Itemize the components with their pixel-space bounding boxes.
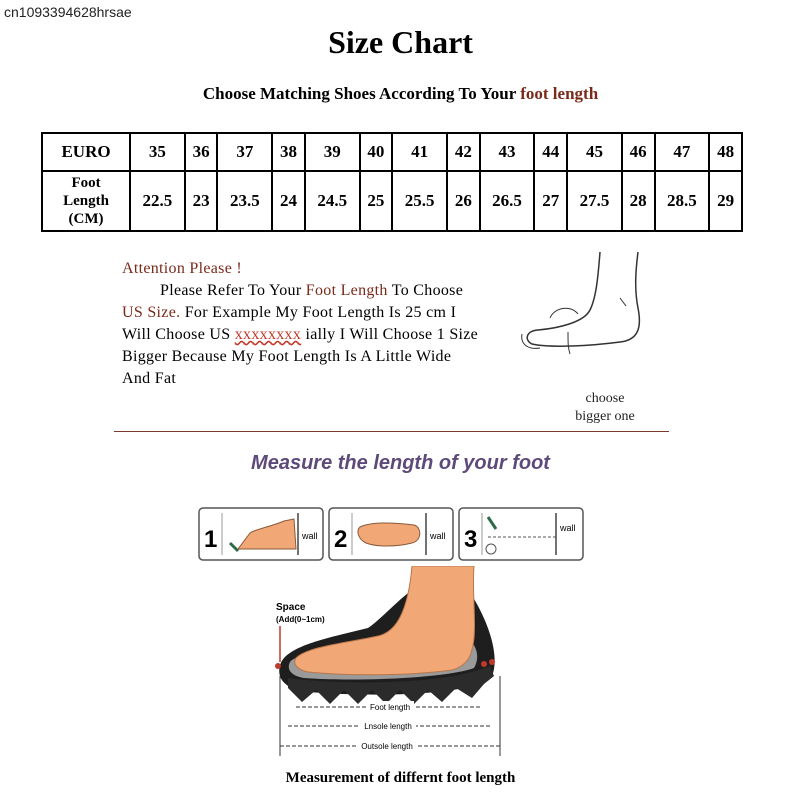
- foot-length-cell: 25.5: [392, 171, 447, 231]
- euro-size-cell: 38: [272, 133, 305, 171]
- attention-redacted: xxxxxxxx: [234, 326, 302, 343]
- foot-length-cell: 22.5: [130, 171, 185, 231]
- attention-line-part: For Example My Foot Length Is 25 cm I: [180, 304, 457, 321]
- step-1-number: 1: [204, 526, 218, 553]
- foot-length-cell: 25: [360, 171, 393, 231]
- euro-size-cell: 35: [130, 133, 185, 171]
- foot-sketch-icon: [520, 248, 650, 368]
- attention-line-part: To Choose: [387, 282, 464, 299]
- attention-us-size: US Size.: [122, 304, 181, 321]
- cm-header-line3: (CM): [68, 211, 104, 227]
- cm-row: [42, 171, 742, 231]
- step-2-wall-label: wall: [430, 531, 446, 541]
- euro-size-cell: 46: [622, 133, 655, 171]
- attention-line-part: Please Refer To Your: [160, 282, 306, 299]
- euro-size-cell: 44: [534, 133, 567, 171]
- foot-length-cell: 23: [185, 171, 218, 231]
- euro-header: EURO: [42, 133, 130, 171]
- foot-length-arrow: [296, 701, 480, 713]
- foot-length-cell: 28: [622, 171, 655, 231]
- insole-length-arrow: [288, 720, 490, 732]
- measurement-steps: [198, 507, 584, 563]
- foot-length-cell: 27: [534, 171, 567, 231]
- euro-size-cell: 36: [185, 133, 218, 171]
- foot-length-cell: 29: [709, 171, 742, 231]
- diagram-caption: Measurement of differnt foot length: [285, 770, 516, 786]
- cm-header-line1: Foot: [71, 175, 101, 191]
- foot-length-cell: 26.5: [480, 171, 535, 231]
- attention-line-part: Bigger Because My Foot Length Is A Little Wide: [122, 348, 452, 365]
- step-2-number: 2: [334, 526, 348, 553]
- attention-line-part: ially I Will Choose 1 Size: [301, 326, 479, 343]
- step-3-panel: [459, 508, 583, 560]
- foot-length-label: Foot length: [369, 703, 411, 712]
- insole-length-label: Lnsole length: [364, 722, 412, 731]
- cm-header-line2: Length: [63, 193, 109, 209]
- subtitle: [0, 84, 801, 104]
- euro-size-cell: 41: [392, 133, 447, 171]
- space-label: Space: [276, 602, 306, 613]
- outsole-length-label: Outsole length: [361, 742, 413, 751]
- measure-heading: Measure the length of your foot: [251, 452, 550, 474]
- attention-foot-length: Foot Length: [305, 282, 388, 299]
- step-3-number: 3: [464, 526, 478, 553]
- subtitle-highlight: foot length: [520, 84, 599, 103]
- euro-size-cell: 45: [567, 133, 622, 171]
- foot-length-cell: 27.5: [567, 171, 622, 231]
- euro-size-cell: 37: [217, 133, 272, 171]
- choose-note-line2: bigger one: [575, 409, 635, 424]
- section-divider: [114, 431, 669, 432]
- foot-length-cell: 28.5: [655, 171, 710, 231]
- step-3-wall-label: wall: [560, 523, 576, 533]
- page-title: Size Chart: [328, 24, 473, 60]
- choose-note-line1: choose: [585, 391, 625, 406]
- attention-heading: Attention Please !: [122, 260, 243, 277]
- euro-size-cell: 43: [480, 133, 535, 171]
- choose-bigger-note: [560, 390, 650, 426]
- foot-length-cell: 23.5: [217, 171, 272, 231]
- cm-header: [42, 171, 130, 231]
- size-table: [41, 132, 743, 232]
- foot-length-cell: 26: [447, 171, 480, 231]
- shoe-foot-diagram: [268, 566, 508, 761]
- attention-note: [122, 258, 530, 390]
- attention-line-part: And Fat: [122, 370, 177, 387]
- step-2-panel: [329, 508, 453, 560]
- subtitle-prefix: Choose Matching Shoes According To Your: [202, 84, 516, 103]
- attention-line-part: Will Choose US: [122, 326, 235, 343]
- step-1-wall-label: wall: [302, 531, 318, 541]
- euro-size-cell: 40: [360, 133, 393, 171]
- watermark-text: cn1093394628hrsae: [4, 4, 132, 20]
- foot-length-cell: 24.5: [305, 171, 360, 231]
- euro-row: [42, 133, 742, 171]
- outsole-length-arrow: [280, 740, 500, 752]
- euro-size-cell: 47: [655, 133, 710, 171]
- euro-size-cell: 48: [709, 133, 742, 171]
- step-1-panel: [199, 508, 323, 560]
- euro-size-cell: 42: [447, 133, 480, 171]
- foot-length-cell: 24: [272, 171, 305, 231]
- euro-size-cell: 39: [305, 133, 360, 171]
- space-detail: (Add(0~1cm): [276, 615, 325, 624]
